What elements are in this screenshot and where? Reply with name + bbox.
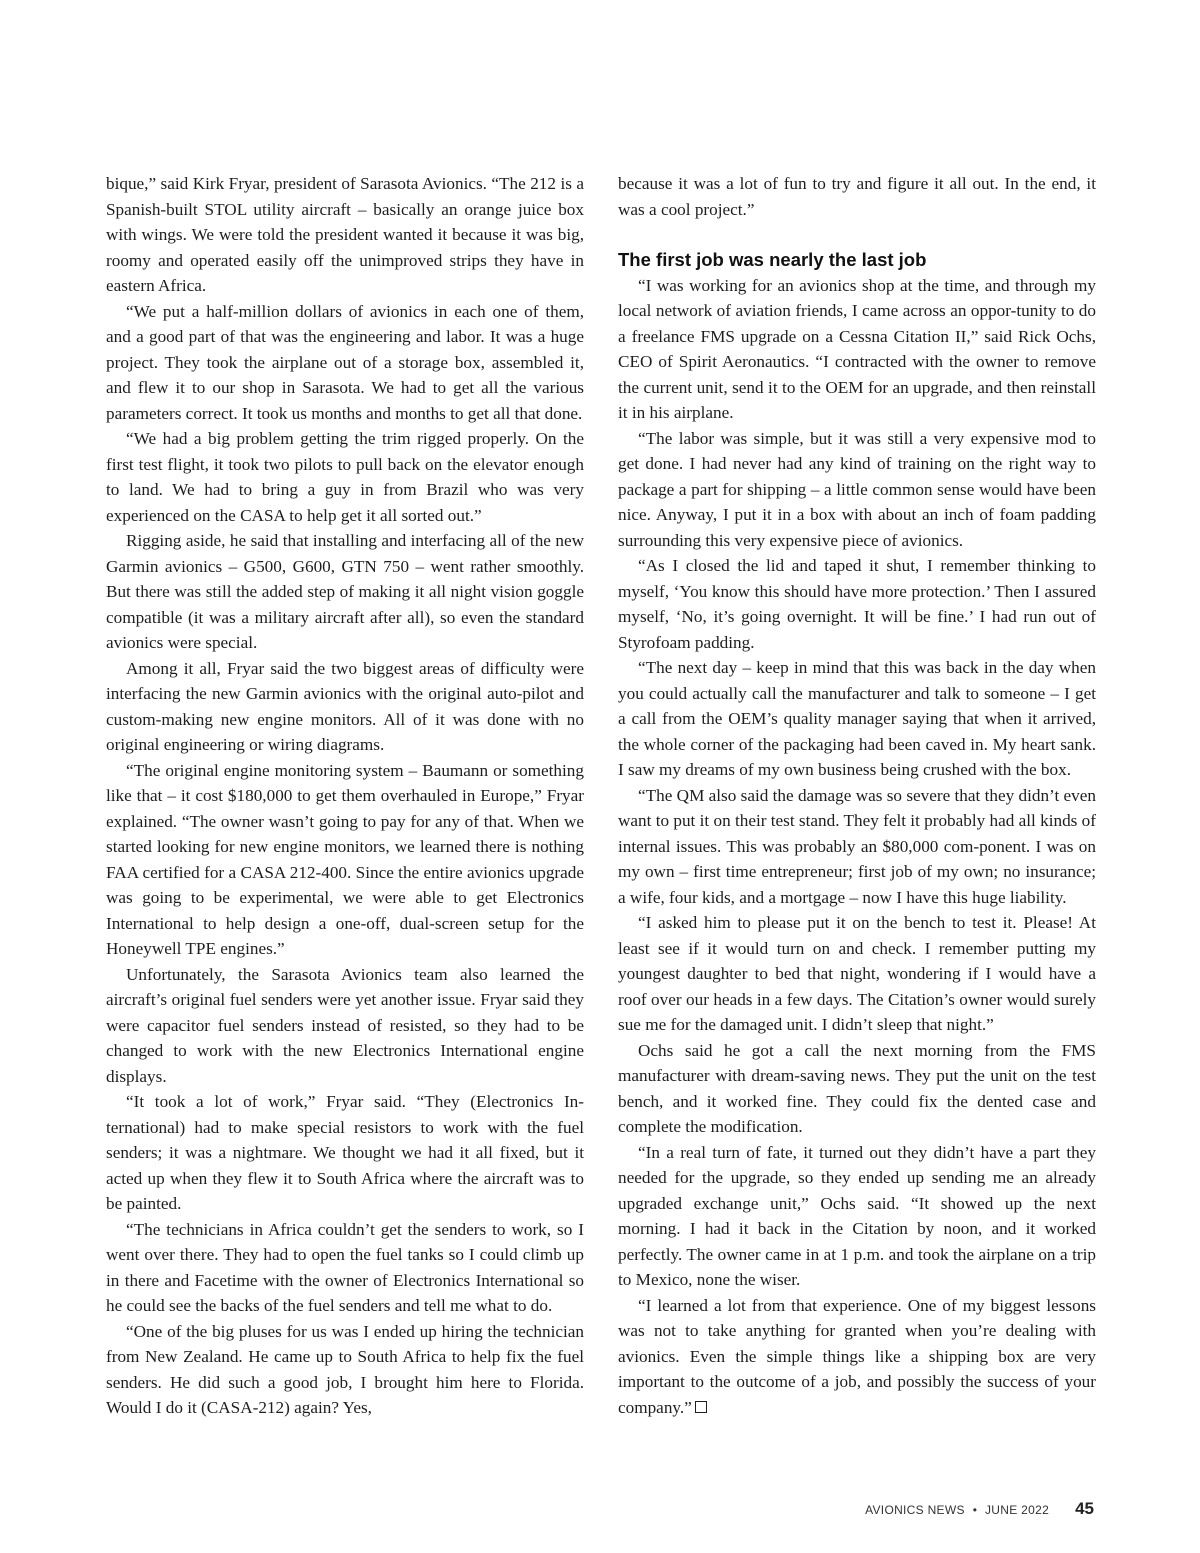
- article-paragraph: “The QM also said the damage was so severe that they didn’t even want to put it on their test stand. They felt it probably had all kinds of internal issues. This was probably an $80,000 com-ponent. I was on my own – first time entrepreneur; first job of my own; no insurance; a wife, four kids, and a mortgage – now I have this huge liability.: [618, 785, 1096, 907]
- article-paragraph: “We put a half-million dollars of avionics in each one of them, and a good part of that was the engineering and labor. It was a huge project. They took the airplane out of a storage box, assembled it, and flew it to our shop in Sarasota. We had to get all the various parameters correct. It took us months and months to get all that done.: [106, 301, 584, 423]
- footer-separator: •: [972, 1503, 977, 1517]
- article-paragraph: “The technicians in Africa couldn’t get the senders to work, so I went over there. They had to open the fuel tanks so I could climb up in there and Facetime with the owner of Electronics International so he could see the backs of the fuel senders and tell me what to do.: [106, 1219, 584, 1315]
- article-paragraph: bique,” said Kirk Fryar, president of Sarasota Avionics. “The 212 is a Spanish-built STOL utility aircraft – basically an orange juice box with wings. We were told the president wanted it because it was big, roomy and operated easily off the unimproved strips they have in eastern Africa.: [106, 174, 584, 295]
- article-paragraph: “As I closed the lid and taped it shut, I remember thinking to myself, ‘You know this should have more protection.’ Then I assured myself, ‘No, it’s going overnight. It will be fine.’ I had run out of Styrofoam padding.: [618, 556, 1096, 652]
- page-number: 45: [1075, 1499, 1094, 1518]
- article-paragraph: “The next day – keep in mind that this was back in the day when you could actually call the manufacturer and talk to someone – I get a call from the OEM’s quality manager saying that when it arrived, the whole corner of the packaging had been caved in. My heart sank. I saw my dreams of my own business being crushed with the box.: [618, 658, 1096, 779]
- page-footer: [865, 1499, 1094, 1519]
- article-paragraph: Ochs said he got a call the next morning from the FMS manufacturer with dream-saving news. They put the unit on the test bench, and it worked fine. They could fix the dented case and complete the modification.: [618, 1040, 1096, 1136]
- end-of-article-icon: [695, 1401, 707, 1413]
- article-paragraph: Unfortunately, the Sarasota Avionics team also learned the aircraft’s original fuel senders were yet another issue. Fryar said they were capacitor fuel senders instead of resisted, so they had to be changed to work with the new Electronics International engine displays.: [106, 964, 584, 1086]
- section-heading: The first job was nearly the last job: [618, 249, 927, 270]
- left-column: [106, 171, 584, 1421]
- article-paragraph: “We had a big problem getting the trim rigged properly. On the first test flight, it took two pilots to pull back on the elevator enough to land. We had to bring a guy in from Brazil who was very experienced on the CASA to help get it all sorted out.”: [106, 429, 584, 525]
- final-paragraph: [618, 1293, 1096, 1421]
- article-paragraph: Rigging aside, he said that installing and interfacing all of the new Garmin avionics – G500, G600, GTN 750 – went rather smoothly. But there was still the added step of making it all night vision goggle compatible (it was a military aircraft after all), so even the standard avionics were special.: [106, 531, 584, 652]
- article-paragraph: “I asked him to please put it on the bench to test it. Please! At least see if it would turn on and check. I remember putting my youngest daughter to bed that night, wondering if I would have a roof over our heads in a few days. The Citation’s owner would surely sue me for the damaged unit. I didn’t sleep that night.”: [618, 913, 1096, 1034]
- publication-name: AVIONICS NEWS: [865, 1503, 965, 1517]
- article-paragraph: because it was a lot of fun to try and figure it all out. In the end, it was a cool project.”: [618, 174, 1096, 219]
- final-paragraph-text: “I learned a lot from that experience. One of my biggest lessons was not to take anything for granted when you’re dealing with avionics. Even the simple things like a shipping box are very important to the outcome of a job, and possibly the success of your company.”: [618, 1295, 1096, 1417]
- article-paragraph: “The original engine monitoring system – Baumann or something like that – it cost $180,000 to get them overhauled in Europe,” Fryar explained. “The owner wasn’t going to pay for any of that. When we started looking for new engine monitors, we learned there is nothing FAA certified for a CASA 212-400. Since the entire avionics upgrade was going to be experimental, we were able to get Electronics International to help design a one-off, dual-screen setup for the Honeywell TPE engines.”: [106, 760, 584, 958]
- article-paragraph: “The labor was simple, but it was still a very expensive mod to get done. I had never had any kind of training on the right way to package a part for shipping – a little common sense would have been nice. Anyway, I put it in a box with about an inch of foam padding surrounding this very expensive piece of avionics.: [618, 428, 1096, 550]
- article-paragraph: “In a real turn of fate, it turned out they didn’t have a part they needed for the upgrade, so they ended up sending me an already upgraded exchange unit,” Ochs said. “It showed up the next morning. I had it back in the Citation by noon, and it worked perfectly. The owner came in at 1 p.m. and took the airplane on a trip to Mexico, none the wiser.: [618, 1142, 1096, 1289]
- article-paragraph: “One of the big pluses for us was I ended up hiring the technician from New Zealand. He came up to South Africa to help fix the fuel senders. He did such a good job, I brought him here to Florida. Would I do it (CASA-212) again? Yes,: [106, 1321, 584, 1417]
- article-paragraph: “I was working for an avionics shop at the time, and through my local network of aviation friends, I came across an oppor-tunity to do a freelance FMS upgrade on a Cessna Citation II,” said Rick Ochs, CEO of Spirit Aeronautics. “I contracted with the owner to remove the current unit, send it to the OEM for an upgrade, and then reinstall it in his airplane.: [618, 275, 1096, 422]
- article-paragraph: “It took a lot of work,” Fryar said. “They (Electronics In-ternational) had to make special resistors to work with the fuel senders; it was a nightmare. We thought we had it all fixed, but it acted up when they flew it to South Africa where the aircraft was to be painted.: [106, 1092, 584, 1213]
- article-paragraph: Among it all, Fryar said the two biggest areas of difficulty were interfacing the new Garmin avionics with the original auto-pilot and custom-making new engine monitors. All of it was done with no original engineering or wiring diagrams.: [106, 658, 584, 754]
- right-column: [618, 171, 1096, 1420]
- issue-date: JUNE 2022: [985, 1503, 1050, 1517]
